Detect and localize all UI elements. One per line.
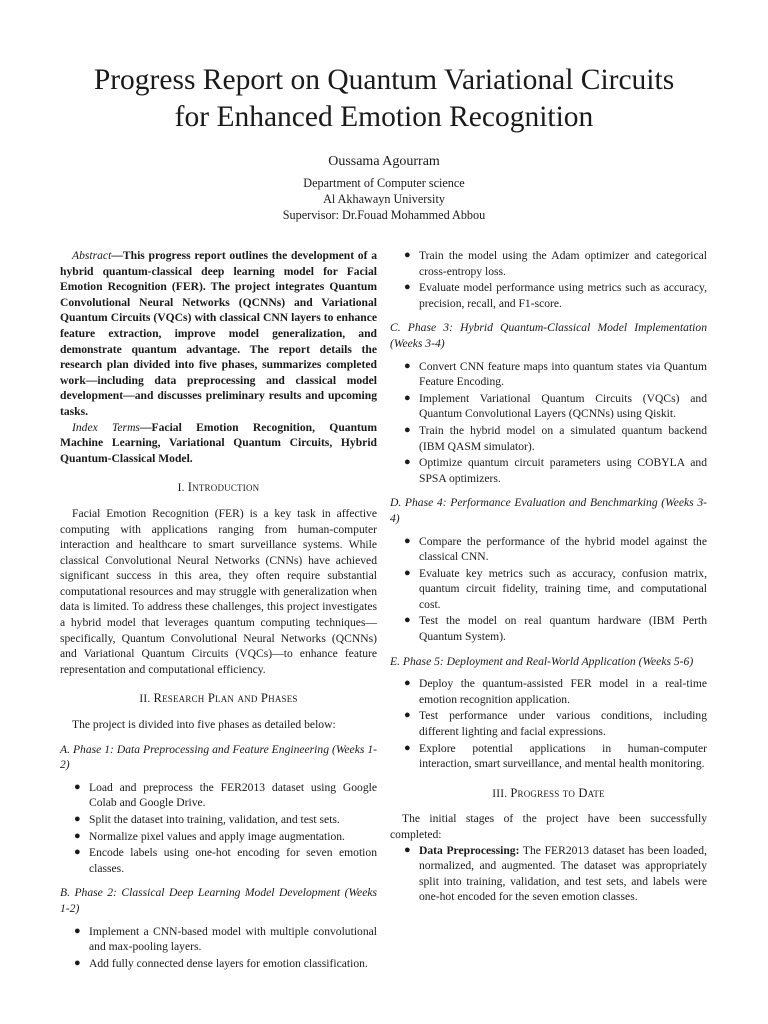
list-item: ● Train the model using the Adam optimizer and categorical cross-entropy loss. <box>404 249 707 278</box>
section-number: I. <box>177 482 185 495</box>
abstract-text: —This progress report outlines the development of a hybrid quantum-classical deep learning model for Facial Emotion Recognition (FER). The project integrates Quantum Convolutional Neural Networks (QCNNs) and Variational Quantum Circuits (VQCs) with classical CNN layers to enhance feature extraction, improve model generalization, and demonstrate quantum advantage. The report details the research plan divided into five phases, summarizes completed work—including data preprocessing and classical model development—and discusses preliminary results and upcoming tasks. <box>60 249 377 418</box>
index-terms <box>60 420 377 467</box>
bullet-icon: ● <box>404 423 411 436</box>
section-title: Progress to Date <box>510 785 605 800</box>
bullet-icon: ● <box>404 741 411 754</box>
list-item: ● Convert CNN feature maps into quantum states via Quantum Feature Encoding. <box>404 359 707 389</box>
section-heading-research-plan <box>60 691 377 708</box>
section-number: III. <box>492 787 508 800</box>
progress-item-label: Data Preprocessing: <box>419 843 520 857</box>
phase-4-list <box>390 534 707 645</box>
bullet-icon: ● <box>74 813 81 825</box>
bullet-icon: ● <box>404 359 411 372</box>
right-column <box>390 248 707 906</box>
bullet-icon: ● <box>404 843 411 856</box>
bullet-icon: ● <box>404 249 411 261</box>
phase-3-list <box>390 359 707 487</box>
list-item: ● Implement Variational Quantum Circuits (VQCs) and Quantum Convolutional Layers (QCNNs) using Qiskit. <box>404 391 707 421</box>
bullet-icon: ● <box>74 829 81 842</box>
bullet-icon: ● <box>404 677 411 690</box>
subsection-phase-5: E. Phase 5: Deployment and Real-World Application (Weeks 5-6) <box>390 654 694 668</box>
section-heading-introduction <box>60 480 377 497</box>
bullet-icon: ● <box>404 566 411 579</box>
progress-item-text: The FER2013 dataset has been loaded, normalized, and augmented. The dataset was appropriately split into training, validation, and test sets, and labels were one-hot encoded for the seven emotion classes. <box>419 843 707 904</box>
bullet-icon: ● <box>404 391 411 404</box>
list-item <box>390 843 707 905</box>
affiliation-university: Al Akhawayn University <box>323 192 445 206</box>
section-number: II. <box>139 693 151 706</box>
subsection-phase-1: A. Phase 1: Data Preprocessing and Feature Engineering (Weeks 1-2) <box>60 742 377 772</box>
introduction-paragraph: Facial Emotion Recognition (FER) is a key task in affective computing with applications ranging from human-computer interaction and healthcare to smart surveillance systems. While classical Convolutional Neural Networks (CNNs) have achieved significant success in this area, they often require substantial computational resources and may struggle with generalization when data is limited. To address these challenges, this project investigates a hybrid model that leverages quantum computing techniques—specifically, Quantum Convolutional Neural Networks (QCNNs) and Variational Quantum Circuits (VQCs)—to enhance feature representation and computational efficiency. <box>60 506 377 676</box>
abstract <box>60 248 377 420</box>
bullet-icon: ● <box>404 709 411 722</box>
list-item: ● Deploy the quantum-assisted FER model in a real-time emotion recognition application. <box>404 677 707 706</box>
list-item: ● Implement a CNN-based model with multiple convolutional and max-pooling layers. <box>74 924 377 954</box>
section-title: Introduction <box>187 480 260 495</box>
progress-list <box>390 843 707 905</box>
paper-title <box>40 62 728 136</box>
list-item: ● Encode labels using one-hot encoding for seven emotion classes. <box>74 846 377 875</box>
subsection-phase-4: D. Phase 4: Performance Evaluation and Benchmarking (Weeks 3-4) <box>390 496 707 525</box>
list-item: ● Compare the performance of the hybrid model against the classical CNN. <box>404 534 707 564</box>
title-line-2: for Enhanced Emotion Recognition <box>174 101 594 133</box>
list-item: ● Test the model on real quantum hardware (IBM Perth Quantum System). <box>404 614 707 644</box>
list-item: ● Add fully connected dense layers for emotion classification. <box>74 956 368 970</box>
list-item: ● Load and preprocess the FER2013 dataset using Google Colab and Google Drive. <box>74 780 377 810</box>
list-item: ● Test performance under various conditions, including different lighting and facial expressions. <box>404 709 707 739</box>
bullet-icon: ● <box>404 456 411 469</box>
left-column <box>60 248 377 972</box>
list-item: ● Explore potential applications in human-computer interaction, smart surveillance, and mental health monitoring. <box>404 741 707 771</box>
bullet-icon: ● <box>74 956 81 969</box>
affiliation-supervisor: Supervisor: Dr.Fouad Mohammed Abbou <box>282 208 486 222</box>
author-name: Oussama Agourram <box>328 154 440 169</box>
bullet-icon: ● <box>404 534 411 547</box>
phase-2-list-part-2 <box>390 248 707 311</box>
phase-2-list-part-1 <box>60 924 377 972</box>
list-item: ● Evaluate model performance using metrics such as accuracy, precision, recall, and F1-score. <box>404 281 707 310</box>
index-terms-label: Index Terms <box>72 420 140 434</box>
section-title: Research Plan and Phases <box>153 691 298 706</box>
phase-5-list <box>390 676 707 772</box>
bullet-icon: ● <box>74 924 81 937</box>
section-heading-progress <box>390 786 707 803</box>
author-block <box>0 153 768 223</box>
abstract-label: Abstract <box>72 249 112 262</box>
bullet-icon: ● <box>404 281 411 294</box>
bullet-icon: ● <box>74 780 81 793</box>
list-item: ● Train the hybrid model on a simulated quantum backend (IBM QASM simulator). <box>404 423 707 453</box>
subsection-phase-2: B. Phase 2: Classical Deep Learning Model Development (Weeks 1-2) <box>60 886 377 915</box>
research-plan-intro: The project is divided into five phases as detailed below: <box>72 718 336 732</box>
list-item: ● Evaluate key metrics such as accuracy, confusion matrix, quantum circuit fidelity, training time, and computational cost. <box>404 566 707 611</box>
list-item: ● Normalize pixel values and apply image augmentation. <box>74 829 345 843</box>
index-terms-text: —Facial Emotion Recognition, Quantum Machine Learning, Variational Quantum Circuits, Hybrid Quantum-Classical Model. <box>60 420 377 465</box>
phase-1-list <box>60 780 377 877</box>
bullet-icon: ● <box>74 846 81 859</box>
list-item: ● Split the dataset into training, validation, and test sets. <box>74 813 340 826</box>
affiliation-department: Department of Computer science <box>303 176 465 190</box>
subsection-phase-3: C. Phase 3: Hybrid Quantum-Classical Model Implementation (Weeks 3-4) <box>390 321 707 350</box>
bullet-icon: ● <box>404 614 411 627</box>
title-line-1: Progress Report on Quantum Variational Circuits <box>93 64 675 96</box>
progress-intro: The initial stages of the project have been successfully completed: <box>390 812 707 841</box>
list-item: ● Optimize quantum circuit parameters using COBYLA and SPSA optimizers. <box>404 456 707 485</box>
